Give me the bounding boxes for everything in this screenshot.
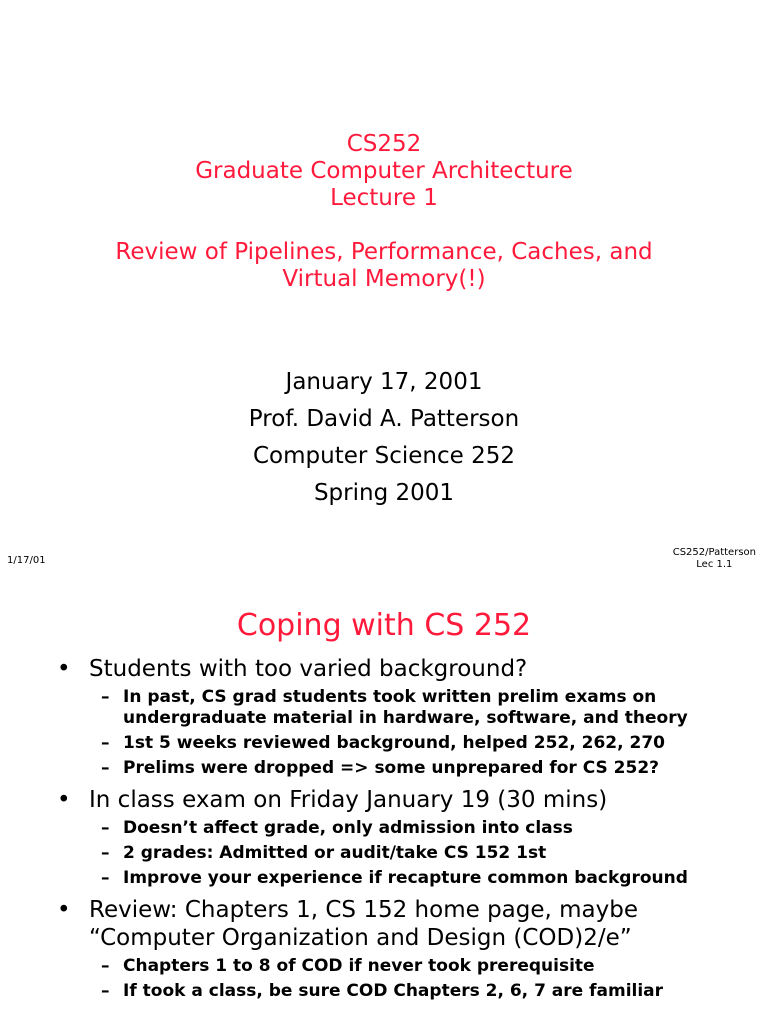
- course-title: Computer Science 252: [252, 443, 516, 469]
- footer-slide-number: Lec 1.1: [696, 559, 733, 570]
- sub-bullet-marker: –: [101, 758, 110, 778]
- sub-bullet-item: [57, 687, 737, 729]
- sub-bullet-item: [57, 758, 737, 779]
- slide1-subtitle: [0, 239, 768, 293]
- sub-bullet-text: 1st 5 weeks reviewed background, helped 252, 262, 270: [123, 733, 665, 753]
- slide1-title: [0, 131, 768, 212]
- bullet-list: [57, 652, 737, 1002]
- sub-bullet-text: Prelims were dropped => some unprepared for CS 252?: [123, 758, 660, 778]
- slide2-title: Coping with CS 252: [236, 608, 532, 643]
- semester: Spring 2001: [313, 480, 455, 506]
- bullet-marker: •: [57, 787, 71, 813]
- bullet-marker: •: [57, 656, 71, 682]
- sub-bullet-item: [57, 733, 737, 754]
- sub-bullet-item: [57, 843, 737, 864]
- bullet-item: [57, 786, 737, 814]
- lecture-date: January 17, 2001: [285, 369, 483, 395]
- sub-bullet-item: [57, 956, 737, 977]
- sub-bullet-marker: –: [101, 818, 110, 838]
- bullet-item: [57, 896, 737, 952]
- course-code: CS252: [346, 131, 422, 157]
- sub-bullet-text: Chapters 1 to 8 of COD if never took prerequisite: [123, 956, 595, 976]
- sub-bullet-text: Improve your experience if recapture common background: [123, 868, 688, 888]
- sub-bullet-marker: –: [101, 868, 110, 888]
- sub-bullet-marker: –: [101, 733, 110, 753]
- bullet-text: Students with too varied background?: [89, 656, 528, 682]
- sub-bullet-item: [57, 818, 737, 839]
- professor-name: Prof. David A. Patterson: [248, 406, 520, 432]
- sub-bullet-marker: –: [101, 956, 110, 976]
- sub-bullet-item: [57, 868, 737, 889]
- lecture-number: Lecture 1: [330, 185, 438, 211]
- footer-date: 1/17/01: [7, 555, 46, 566]
- bullet-item: [57, 655, 737, 683]
- sub-bullet-text: 2 grades: Admitted or audit/take CS 152 1st: [123, 843, 547, 863]
- sub-bullet-marker: –: [101, 843, 110, 863]
- bullet-text: Review: Chapters 1, CS 152 home page, maybe “Computer Organization and Design (COD)2/e”: [89, 897, 638, 951]
- subtitle-line-1: Review of Pipelines, Performance, Caches, and: [115, 239, 653, 265]
- sub-bullet-text: If took a class, be sure COD Chapters 2, 6, 7 are familiar: [123, 981, 664, 1001]
- bullet-marker: •: [57, 897, 71, 923]
- sub-bullet-marker: –: [101, 981, 110, 1001]
- slide-2: [0, 580, 768, 1024]
- sub-bullet-text: In past, CS grad students took written prelim exams on undergraduate material in hardware, software, and theory: [123, 687, 688, 728]
- footer-slide-label: [673, 547, 756, 571]
- footer-author: CS252/Patterson: [672, 547, 756, 558]
- subtitle-line-2: Virtual Memory(!): [282, 266, 486, 292]
- sub-bullet-marker: –: [101, 687, 110, 707]
- bullet-text: In class exam on Friday January 19 (30 mins): [89, 787, 608, 813]
- sub-bullet-item: [57, 981, 737, 1002]
- course-name: Graduate Computer Architecture: [195, 158, 573, 184]
- slide1-info: [0, 364, 768, 512]
- sub-bullet-text: Doesn’t affect grade, only admission into class: [123, 818, 573, 838]
